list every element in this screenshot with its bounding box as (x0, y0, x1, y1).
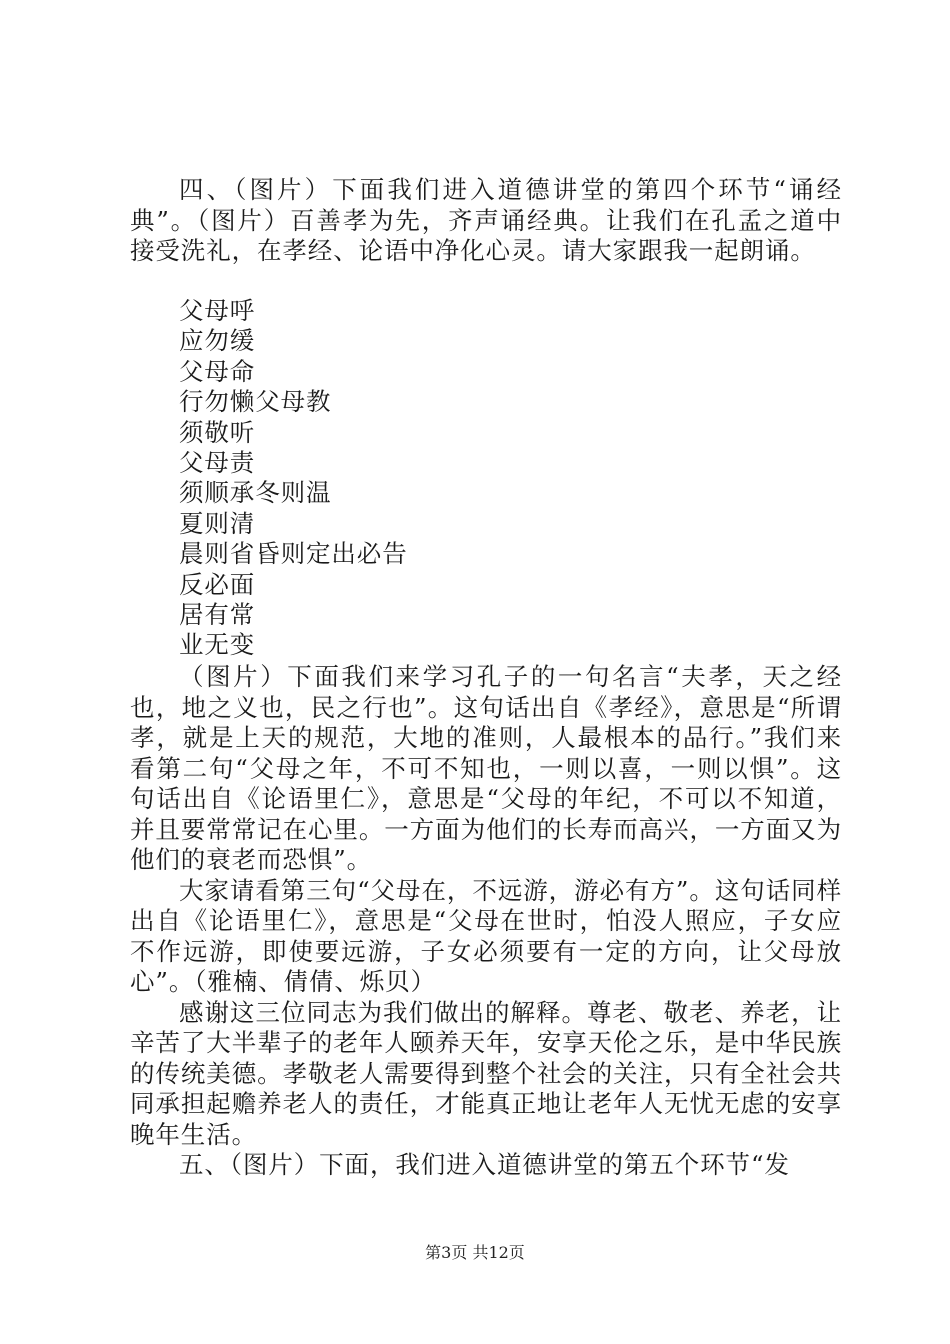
verse-line: 父母呼 (179, 296, 256, 325)
body-paragraph-section-five: 五、（图片）下面，我们进入道德讲堂的第五个环节“发 (179, 1150, 790, 1179)
intro-paragraph: 四、（图片）下面我们进入道德讲堂的第四个环节“诵经典”。（图片）百善孝为先，齐声诵经典。让我们在孔孟之道中接受洗礼，在孝经、论语中净化心灵。请大家跟我一起朗诵。 (130, 175, 842, 265)
verse-line: 须敬听 (179, 417, 256, 447)
verse-line: 须顺承冬则温 (179, 478, 332, 508)
verse-line: 行勿懒父母教 (179, 387, 332, 417)
verse-line: 父母命 (179, 356, 256, 386)
verse-list (130, 296, 842, 661)
intro-section (130, 175, 842, 267)
verse-line: 反必面 (179, 569, 256, 599)
verse-section (130, 296, 842, 661)
body-paragraph-third-quote: 大家请看第三句“父母在，不远游，游必有方”。这句话同样出自《论语里仁》，意思是“父母在世时，怕没人照应，子女应不作远游，即使要远游，子女必须要有一定的方向，让父母放心”。（雅楠、倩倩、烁贝） (130, 875, 842, 996)
verse-line: 父母责 (179, 448, 256, 478)
verse-line: 应勿缓 (179, 326, 256, 356)
page-number-footer: 第3页 共12页 (425, 1243, 525, 1262)
verse-line: 业无变 (179, 630, 256, 660)
body-section (130, 662, 842, 1181)
verse-line: 夏则清 (179, 508, 256, 538)
verse-line: 居有常 (179, 600, 256, 630)
verse-line: 晨则省昏则定出必告 (179, 539, 408, 569)
body-paragraph-confucius-quotes: （图片）下面我们来学习孔子的一句名言“夫孝，天之经也，地之义也，民之行也”。这句话出自《孝经》，意思是“所谓孝，就是上天的规范，大地的准则，人最根本的品行。”我们来看第二句“父母之年，不可不知也，一则以喜，一则以惧”。这句话出自《论语里仁》，意思是“父母的年纪，不可以不知道，并且要常常记在心里。一方面为他们的长寿而高兴，一方面又为他们的衰老而恐惧”。 (130, 662, 842, 874)
body-paragraph-thanks: 感谢这三位同志为我们做出的解释。尊老、敬老、养老，让辛苦了大半辈子的老年人颐养天年，安享天伦之乐，是中华民族的传统美德。孝敬老人需要得到整个社会的关注，只有全社会共同承担起赡养老人的责任，才能真正地让老年人无忧无虑的安享晚年生活。 (130, 997, 842, 1149)
